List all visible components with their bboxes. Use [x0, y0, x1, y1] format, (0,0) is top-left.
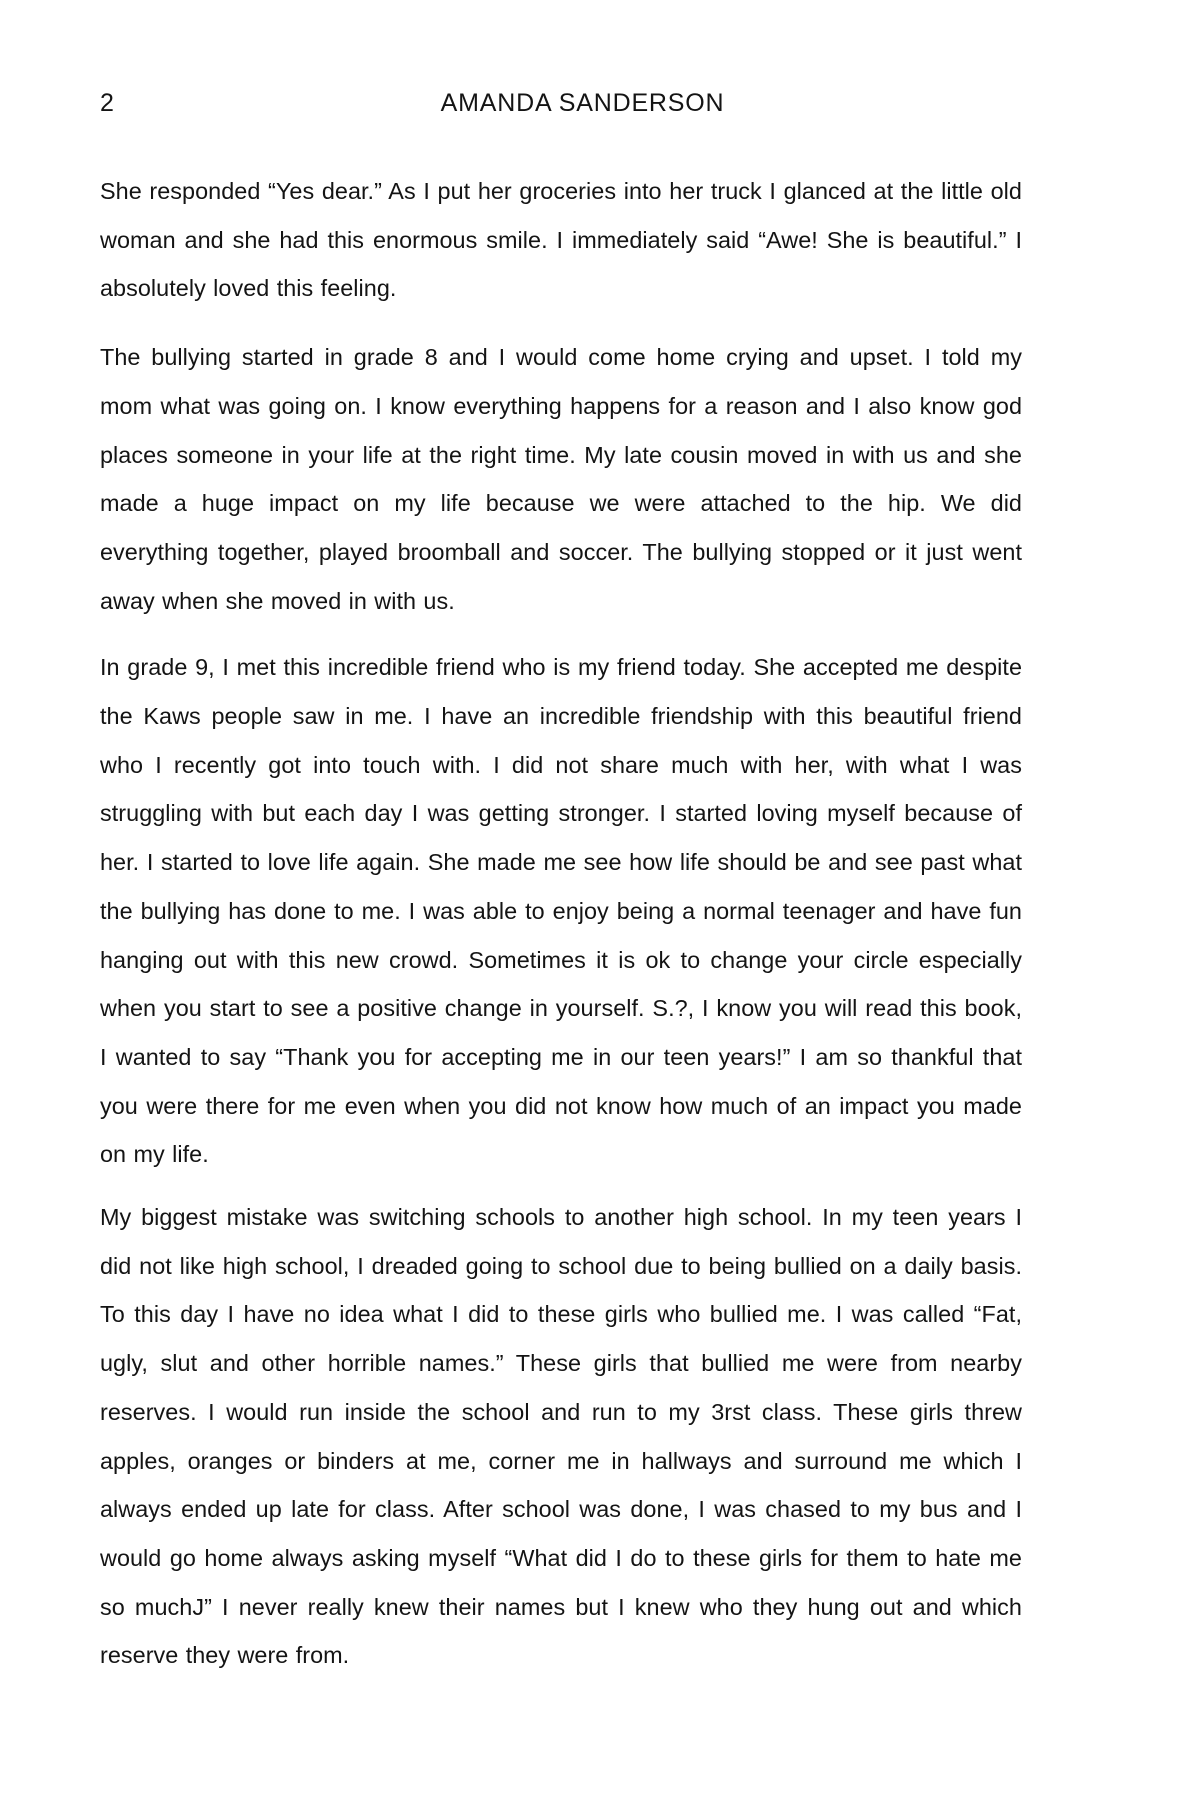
- body-text: [100, 167, 1022, 1700]
- page-number: 2: [100, 89, 115, 117]
- paragraph-grade-9-friend: In grade 9, I met this incredible friend who is my friend today. She accepted me despite the Kaws people saw in me. I have an incredible friendship with this beautiful friend who I recently got into touch with. I did not share much with her, with what I was struggling with but each day I was getting stronger. I started loving myself because of her. I started to love life again. She made me see how life should be and see past what the bullying has done to me. I was able to enjoy being a normal teenager and have fun hanging out with this new crowd. Sometimes it is ok to change your circle especially when you start to see a positive change in yourself. S.?, I know you will read this book, I wanted to say “Thank you for accepting me in our teen years!” I am so thankful that you were there for me even when you did not know how much of an impact you made on my life.: [100, 654, 1022, 1168]
- running-head-author: AMANDA SANDERSON: [440, 89, 725, 117]
- paragraph-bullying-started: The bullying started in grade 8 and I would come home crying and upset. I told my mom what was going on. I know everything happens for a reason and I also know god places someone in your life at the right time. My late cousin moved in with us and she made a huge impact on my life because we were attached to the hip. We did everything together, played broomball and soccer. The bullying stopped or it just went away when she moved in with us.: [100, 344, 1022, 614]
- page-header: [100, 87, 1025, 119]
- paragraph-switching-schools: My biggest mistake was switching schools to another high school. In my teen years I did not like high school, I dreaded going to school due to being bullied on a daily basis. To this day I have no idea what I did to these girls who bullied me. I was called “Fat, ugly, slut and other horrible names.” These girls that bullied me were from nearby reserves. I would run inside the school and run to my 3rst class. These girls threw apples, oranges or binders at me, corner me in hallways and surround me which I always ended up late for class. After school was done, I was chased to my bus and I would go home always asking myself “What did I do to these girls for them to hate me so muchJ” I never really knew their names but I knew who they hung out and which reserve they were from.: [100, 1204, 1022, 1669]
- paragraph-groceries: She responded “Yes dear.” As I put her groceries into her truck I glanced at the little old woman and she had this enormous smile. I immediately said “Awe! She is beautiful.” I absolutely loved this feeling.: [100, 178, 1022, 302]
